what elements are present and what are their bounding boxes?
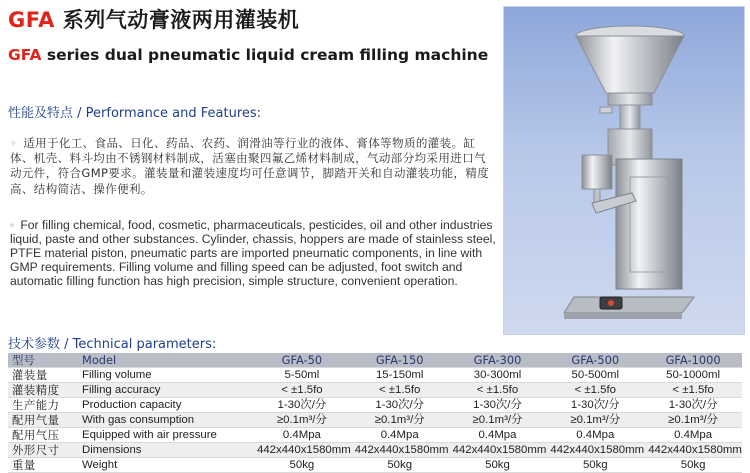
header-cell: GFA-150 (351, 353, 449, 368)
table-cell: < ±1.5fo (351, 383, 449, 398)
table-cell: 15-150ml (351, 368, 449, 383)
features-cn-paragraph (10, 136, 495, 197)
table-row (8, 383, 742, 398)
row-label-cn: 配用气量 (8, 413, 78, 428)
table-cell: 442x440x1580mm (253, 443, 351, 458)
table-cell: < ±1.5fo (449, 383, 547, 398)
table-cell: 0.4Mpa (449, 428, 547, 443)
table-cell: 0.4Mpa (644, 428, 742, 443)
table-cell: 442x440x1580mm (351, 443, 449, 458)
row-label-cn: 配用气压 (8, 428, 78, 443)
tech-params-heading: 技术参数 / Technical parameters: (8, 337, 217, 352)
title-en-model-prefix: GFA (8, 46, 42, 64)
table-cell: ≥0.1m³/分 (449, 413, 547, 428)
spec-table (8, 353, 742, 473)
table-cell: 1-30次/分 (253, 398, 351, 413)
row-label-cn: 重量 (8, 458, 78, 473)
features-cn-text: 适用于化工、食品、日化、药品、农药、润滑油等行业的液体、膏体等物质的灌装。缸体、机壳、料斗均由不锈钢材料制成，活塞由聚四氟乙烯材料制成，气动部分均采用进口气动元件，符合GMP要求。灌装量和灌装速度均可任意调节，脚踏开关和自动灌装功能，精度高、结构简洁、操作便利。 (10, 136, 490, 196)
table-cell: 50kg (449, 458, 547, 473)
row-label-en: Filling accuracy (78, 383, 253, 398)
table-cell: 30-300ml (449, 368, 547, 383)
table-cell: < ±1.5fo (546, 383, 644, 398)
table-cell: 1-30次/分 (351, 398, 449, 413)
row-label-en: Equipped with air pressure (78, 428, 253, 443)
header-cell: GFA-500 (546, 353, 644, 368)
row-label-en: Weight (78, 458, 253, 473)
row-label-en: With gas consumption (78, 413, 253, 428)
product-photo (503, 6, 745, 335)
table-cell: ≥0.1m³/分 (351, 413, 449, 428)
header-cell: GFA-1000 (644, 353, 742, 368)
table-cell: 1-30次/分 (644, 398, 742, 413)
table-header-row (8, 353, 742, 368)
title-model-prefix: GFA (8, 8, 55, 32)
header-cell: GFA-300 (449, 353, 547, 368)
table-cell: 50-1000ml (644, 368, 742, 383)
row-label-cn: 外形尺寸 (8, 443, 78, 458)
table-cell: 442x440x1580mm (449, 443, 547, 458)
table-cell: 0.4Mpa (546, 428, 644, 443)
table-cell: 50kg (351, 458, 449, 473)
table-cell: ≥0.1m³/分 (644, 413, 742, 428)
bullet-icon: ◦ (10, 136, 18, 150)
table-cell: 50kg (253, 458, 351, 473)
table-cell: < ±1.5fo (644, 383, 742, 398)
table-cell: 50kg (644, 458, 742, 473)
table-cell: < ±1.5fo (253, 383, 351, 398)
table-cell: 1-30次/分 (449, 398, 547, 413)
table-row (8, 398, 742, 413)
table-row (8, 413, 742, 428)
features-heading: 性能及特点 / Performance and Features: (8, 106, 262, 121)
features-en-paragraph (10, 219, 500, 289)
title-cn-text: 系列气动膏液两用灌装机 (54, 8, 300, 32)
table-cell: ≥0.1m³/分 (253, 413, 351, 428)
row-label-en: Dimensions (78, 443, 253, 458)
table-cell: 1-30次/分 (546, 398, 644, 413)
table-cell: 50kg (546, 458, 644, 473)
table-cell: 50-500ml (546, 368, 644, 383)
title-en-text: series dual pneumatic liquid cream filling machine (41, 46, 489, 64)
page-title-cn (8, 4, 299, 34)
row-label-cn: 灌装量 (8, 368, 78, 383)
table-cell: 442x440x1580mm (644, 443, 742, 458)
header-cell: GFA-50 (253, 353, 351, 368)
row-label-en: Production capacity (78, 398, 253, 413)
table-cell: 442x440x1580mm (546, 443, 644, 458)
table-cell: 0.4Mpa (351, 428, 449, 443)
table-row (8, 458, 742, 473)
table-row (8, 428, 742, 443)
table-cell: ≥0.1m³/分 (546, 413, 644, 428)
table-cell: 0.4Mpa (253, 428, 351, 443)
features-en-text: For filling chemical, food, cosmetic, pharmaceuticals, pesticides, oil and other industries liquid, paste and other substances. Cylinder, chassis, hoppers are made of stainless steel, PTFE material piston, pneumatic parts are imported pneumatic components, in line with GMP requirements. Filling volume and filling speed can be adjusted, foot switch and automatic filling function has high precision, simple structure, convenient operation. (10, 218, 496, 288)
row-label-cn: 生产能力 (8, 398, 78, 413)
row-label-cn: 灌装精度 (8, 383, 78, 398)
bullet-icon: ◦ (10, 218, 15, 232)
page-title-en (8, 46, 488, 64)
row-label-en: Filling volume (78, 368, 253, 383)
table-row (8, 443, 742, 458)
header-cell: Model (78, 353, 253, 368)
table-cell: 5-50ml (253, 368, 351, 383)
header-cell: 型号 (8, 353, 78, 368)
table-row (8, 368, 742, 383)
filling-machine-image (504, 7, 744, 334)
